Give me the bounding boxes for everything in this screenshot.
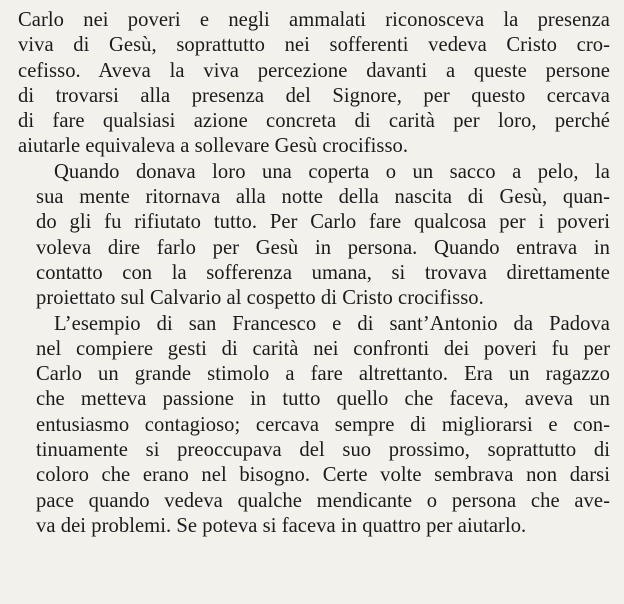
text-line: tinuamente si preoccupava del suo prossimo, soprattutto di — [36, 439, 610, 462]
text-line: Quando donava loro una coperta o un sacco a pelo, la — [54, 160, 610, 183]
text-line: do gli fu rifiutato tutto. Per Carlo fare qualcosa per i poveri — [36, 211, 610, 234]
text-line: pace quando vedeva qualche mendicante o persona che ave- — [36, 489, 610, 512]
text-line: Carlo un grande stimolo a fare altrettanto. Era un ragazzo — [36, 363, 610, 386]
text-line: Carlo nei poveri e negli ammalati riconosceva la presenza — [18, 9, 610, 31]
text-line: coloro che erano nel bisogno. Certe volte sembrava non darsi — [36, 464, 610, 487]
text-line: di trovarsi alla presenza del Signore, per questo cercava — [18, 84, 610, 107]
text-line: L’esempio di san Francesco e di sant’Antonio da Padova — [54, 312, 610, 335]
paragraph-1 — [18, 8, 610, 160]
text-line: contatto con la sofferenza umana, si trovava direttamente — [36, 261, 610, 284]
paragraph-2 — [18, 160, 610, 312]
text-line: entusiasmo contagioso; cercava sempre di migliorarsi e con- — [36, 413, 610, 436]
text-line: aiutarle equivaleva a sollevare Gesù crocifisso. — [18, 135, 409, 158]
text-line: che metteva passione in tutto quello che faceva, aveva un — [36, 388, 610, 411]
text-line: sua mente ritornava alla notte della nascita di Gesù, quan- — [36, 186, 610, 209]
text-line: va dei problemi. Se poteva si faceva in quattro per aiutarlo. — [36, 514, 527, 537]
text-line: viva di Gesù, soprattutto nei sofferenti vedeva Cristo cro- — [18, 34, 610, 57]
paragraph-3 — [18, 312, 610, 540]
text-line: cefisso. Aveva la viva percezione davanti a queste persone — [18, 59, 610, 82]
text-line: proiettato sul Calvario al cospetto di Cristo crocifisso. — [36, 287, 484, 310]
text-line: voleva dire farlo per Gesù in persona. Quando entrava in — [36, 236, 610, 259]
text-line: nel compiere gesti di carità nei confronti dei poveri fu per — [36, 337, 610, 360]
text-line: di fare qualsiasi azione concreta di carità per loro, perché — [18, 110, 610, 133]
body-text — [18, 8, 610, 539]
